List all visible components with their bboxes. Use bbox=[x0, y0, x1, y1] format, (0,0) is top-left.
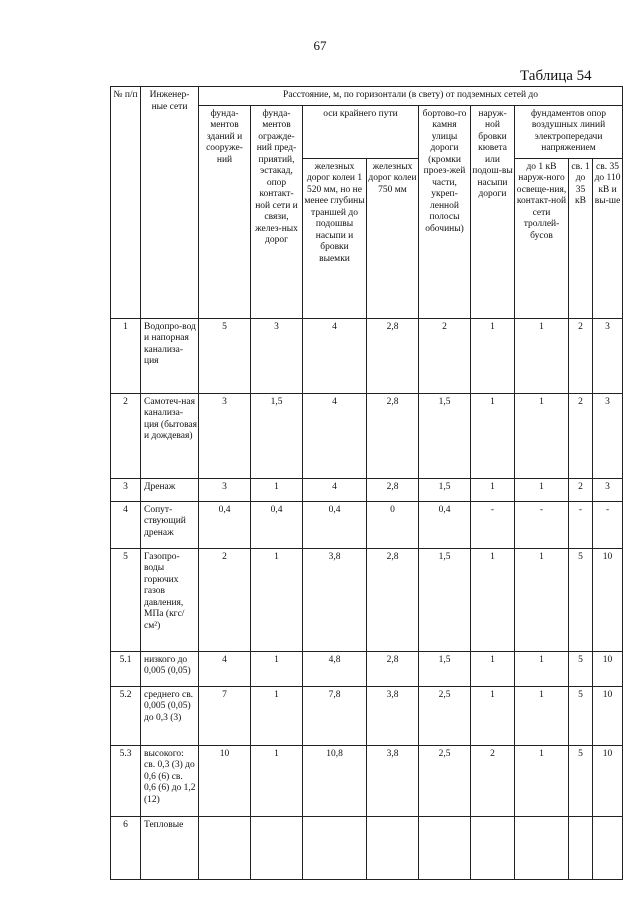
cell: 2,8 bbox=[367, 548, 419, 651]
header-network: Инженер-ные сети bbox=[141, 87, 199, 319]
cell: 1 bbox=[471, 651, 515, 686]
header-ditch: наруж-ной бровки кювета или подош-вы насыпи дороги bbox=[471, 105, 515, 318]
cell: 2 bbox=[569, 478, 593, 501]
cell: 2 bbox=[419, 318, 471, 393]
cell: - bbox=[569, 501, 593, 548]
cell: 2 bbox=[199, 548, 251, 651]
cell bbox=[515, 816, 569, 879]
row-num: 5.2 bbox=[111, 686, 141, 745]
header-over-35-to-110kv: св. 35 до 110 кВ и вы-ше bbox=[593, 158, 623, 318]
header-axis-track: оси крайнего пути bbox=[303, 105, 419, 158]
cell: 5 bbox=[199, 318, 251, 393]
table-row bbox=[111, 651, 623, 686]
cell: 10 bbox=[593, 745, 623, 816]
cell: 1 bbox=[471, 393, 515, 478]
cell: 4 bbox=[303, 478, 367, 501]
row-num: 2 bbox=[111, 393, 141, 478]
cell: 3 bbox=[593, 393, 623, 478]
row-name: Водопро-вод и напорная канализа-ция bbox=[141, 318, 199, 393]
cell: 10,8 bbox=[303, 745, 367, 816]
distance-table bbox=[110, 86, 623, 880]
cell: 1 bbox=[515, 478, 569, 501]
cell: 4 bbox=[303, 318, 367, 393]
header-up-to-1kv: до 1 кВ наруж-ного освеще-ния, контакт-ной сети троллей-бусов bbox=[515, 158, 569, 318]
cell: 4 bbox=[303, 393, 367, 478]
row-num: 6 bbox=[111, 816, 141, 879]
cell: 1 bbox=[471, 548, 515, 651]
header-num: № п/п bbox=[111, 87, 141, 319]
row-name: Газопро-воды горючих газов давления, МПа (кгс/см²) bbox=[141, 548, 199, 651]
cell bbox=[199, 816, 251, 879]
cell: 1,5 bbox=[419, 393, 471, 478]
header-rail-750: железных дорог колеи 750 мм bbox=[367, 158, 419, 318]
cell: - bbox=[471, 501, 515, 548]
cell: 1 bbox=[515, 686, 569, 745]
cell: 5 bbox=[569, 651, 593, 686]
row-name: высокого: св. 0,3 (3) до 0,6 (6) св. 0,6 (6) до 1,2 (12) bbox=[141, 745, 199, 816]
cell: 10 bbox=[593, 548, 623, 651]
cell: 2,8 bbox=[367, 318, 419, 393]
row-num: 5 bbox=[111, 548, 141, 651]
row-name: низкого до 0,005 (0,05) bbox=[141, 651, 199, 686]
cell: 10 bbox=[593, 686, 623, 745]
cell: 0,4 bbox=[199, 501, 251, 548]
cell: 4,8 bbox=[303, 651, 367, 686]
cell: 2,8 bbox=[367, 651, 419, 686]
cell: 3 bbox=[199, 478, 251, 501]
cell: 4 bbox=[199, 651, 251, 686]
header-distance: Расстояние, м, по горизонтали (в свету) от подземных сетей до bbox=[199, 87, 623, 106]
cell: 1,5 bbox=[419, 478, 471, 501]
table-row bbox=[111, 501, 623, 548]
cell: 1 bbox=[471, 318, 515, 393]
row-name: Тепловые bbox=[141, 816, 199, 879]
table-row bbox=[111, 393, 623, 478]
cell: 2,8 bbox=[367, 478, 419, 501]
cell: 3 bbox=[251, 318, 303, 393]
cell: 1,5 bbox=[419, 548, 471, 651]
cell bbox=[251, 816, 303, 879]
table-row bbox=[111, 478, 623, 501]
table-row bbox=[111, 686, 623, 745]
cell: 3,8 bbox=[367, 686, 419, 745]
row-name: среднего св. 0,005 (0,05) до 0,3 (3) bbox=[141, 686, 199, 745]
cell: 1 bbox=[515, 548, 569, 651]
cell bbox=[471, 816, 515, 879]
table-row bbox=[111, 745, 623, 816]
cell: 2,5 bbox=[419, 686, 471, 745]
cell: - bbox=[593, 501, 623, 548]
row-num: 3 bbox=[111, 478, 141, 501]
cell: 1 bbox=[471, 686, 515, 745]
cell: 0 bbox=[367, 501, 419, 548]
row-num: 5.1 bbox=[111, 651, 141, 686]
page-number: 67 bbox=[313, 38, 327, 53]
cell: 1 bbox=[515, 318, 569, 393]
cell: 2,8 bbox=[367, 393, 419, 478]
cell: 2,5 bbox=[419, 745, 471, 816]
header-over-1-to-35kv: св. 1 до 35 кВ bbox=[569, 158, 593, 318]
row-name: Дренаж bbox=[141, 478, 199, 501]
cell: 5 bbox=[569, 745, 593, 816]
cell bbox=[593, 816, 623, 879]
header-curb: бортово-го камня улицы дороги (кромки проез-жей части, укреп-ленной полосы обочины) bbox=[419, 105, 471, 318]
cell: 3,8 bbox=[367, 745, 419, 816]
cell: 1,5 bbox=[419, 651, 471, 686]
header-power-foundations: фундаментов опор воздушных линий электропередачи напряжением bbox=[515, 105, 623, 158]
header-rail-1520: железных дорог колеи 1 520 мм, но не менее глубины траншей до подошвы насыпи и бровки выемки bbox=[303, 158, 367, 318]
cell: 2 bbox=[569, 318, 593, 393]
cell: 7 bbox=[199, 686, 251, 745]
cell: 0,4 bbox=[303, 501, 367, 548]
table-row bbox=[111, 318, 623, 393]
table-title: Таблица 54 bbox=[520, 68, 592, 84]
cell: 3,8 bbox=[303, 548, 367, 651]
cell bbox=[419, 816, 471, 879]
cell: 1 bbox=[471, 478, 515, 501]
cell: 5 bbox=[569, 686, 593, 745]
header-foundations-buildings: фунда-ментов зданий и сооруже-ний bbox=[199, 105, 251, 318]
cell: 1 bbox=[251, 686, 303, 745]
cell: 1 bbox=[515, 651, 569, 686]
cell: 1,5 bbox=[251, 393, 303, 478]
row-num: 5.3 bbox=[111, 745, 141, 816]
row-name: Сопут-ствующий дренаж bbox=[141, 501, 199, 548]
cell bbox=[303, 816, 367, 879]
cell: 1 bbox=[251, 478, 303, 501]
cell: - bbox=[515, 501, 569, 548]
cell: 1 bbox=[251, 548, 303, 651]
row-num: 1 bbox=[111, 318, 141, 393]
cell: 1 bbox=[251, 745, 303, 816]
cell: 2 bbox=[471, 745, 515, 816]
row-name: Самотеч-ная канализа-ция (бытовая и дождевая) bbox=[141, 393, 199, 478]
cell: 0,4 bbox=[251, 501, 303, 548]
cell: 3 bbox=[593, 478, 623, 501]
cell bbox=[569, 816, 593, 879]
cell bbox=[367, 816, 419, 879]
header-foundations-fences: фунда-ментов огражде-ний пред-приятий, эстакад, опор контакт-ной сети и связи, желез-ных дорог bbox=[251, 105, 303, 318]
table-row bbox=[111, 548, 623, 651]
cell: 7,8 bbox=[303, 686, 367, 745]
cell: 10 bbox=[199, 745, 251, 816]
cell: 3 bbox=[199, 393, 251, 478]
table-row bbox=[111, 816, 623, 879]
cell: 5 bbox=[569, 548, 593, 651]
row-num: 4 bbox=[111, 501, 141, 548]
cell: 0,4 bbox=[419, 501, 471, 548]
cell: 1 bbox=[515, 393, 569, 478]
cell: 1 bbox=[251, 651, 303, 686]
cell: 3 bbox=[593, 318, 623, 393]
cell: 2 bbox=[569, 393, 593, 478]
cell: 10 bbox=[593, 651, 623, 686]
cell: 1 bbox=[515, 745, 569, 816]
